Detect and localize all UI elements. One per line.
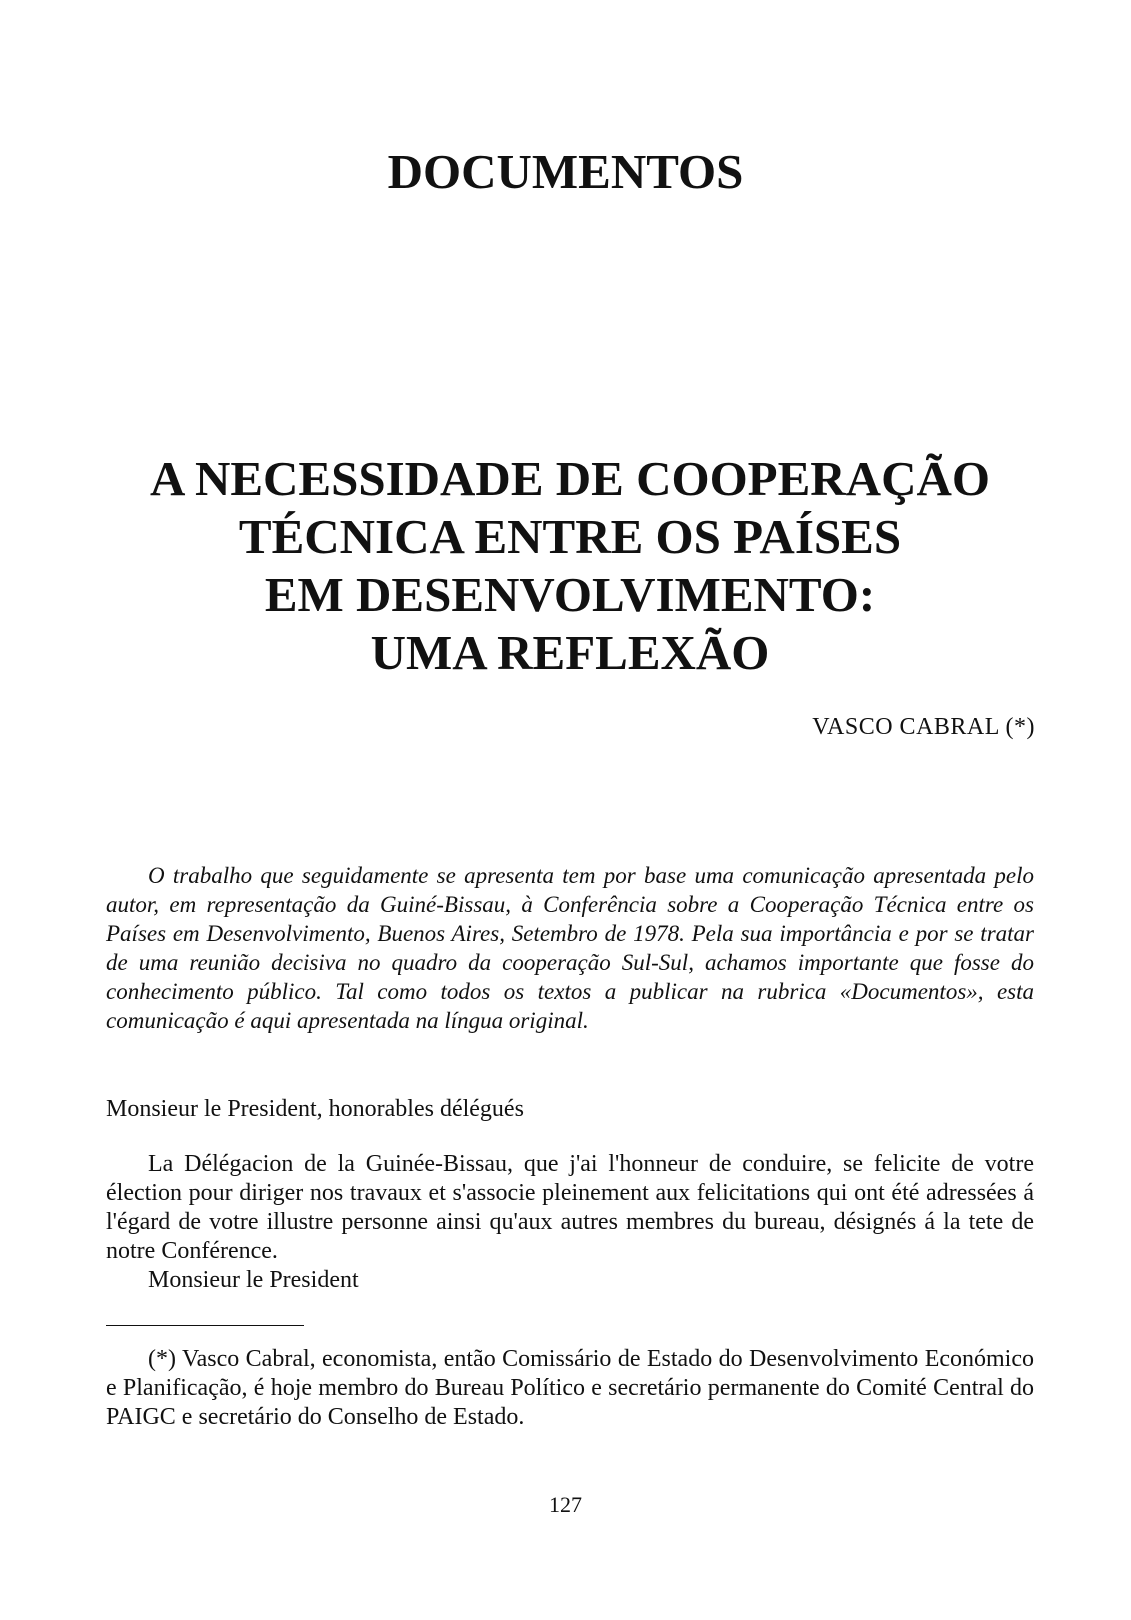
- article-title-line-3: EM DESENVOLVIMENTO:: [264, 567, 876, 622]
- article-title-line-4: UMA REFLEXÃO: [370, 625, 770, 680]
- article-title-line-1: A NECESSIDADE DE COOPERAÇÃO: [150, 451, 990, 506]
- salutation: Monsieur le President, honorables délégués: [106, 1096, 524, 1122]
- author-name: VASCO CABRAL (*): [812, 714, 1035, 740]
- article-title: [80, 450, 1060, 682]
- article-title-line-2: TÉCNICA ENTRE OS PAÍSES: [238, 509, 902, 564]
- footnote-divider: [106, 1325, 304, 1326]
- closing-address: Monsieur le President: [148, 1267, 359, 1293]
- author-footnote: (*) Vasco Cabral, economista, então Comissário de Estado do Desenvolvimento Económico e Planificação, é hoje membro do Bureau Político e secretário permanente do Comité Central do PAIGC e secretário do Conselho de Estado.: [106, 1346, 1034, 1430]
- editorial-introduction: O trabalho que seguidamente se apresenta tem por base uma comunicação apresentada pelo autor, em representação da Guiné-Bissau, à Conferência sobre a Cooperação Técnica entre os Países em Desenvolvimento, Buenos Aires, Setembro de 1978. Pela sua importância e por se tratar de uma reunião decisiva no quadro da cooperação Sul-Sul, achamos importante que fosse do conhecimento público. Tal como todos os textos a publicar na rubrica «Documentos», esta comunicação é aqui apresentada na língua original.: [106, 863, 1034, 1033]
- body-paragraph: La Délégacion de la Guinée-Bissau, que j'ai l'honneur de conduire, se felicite de votre élection pour diriger nos travaux et s'associe pleinement aux felicitations qui ont été adressées á l'égard de votre illustre personne ainsi qu'aux autres membres du bureau, désignés á la tete de notre Conférence.: [106, 1151, 1034, 1264]
- section-heading: DOCUMENTOS: [387, 144, 744, 199]
- page-number: 127: [549, 1492, 582, 1517]
